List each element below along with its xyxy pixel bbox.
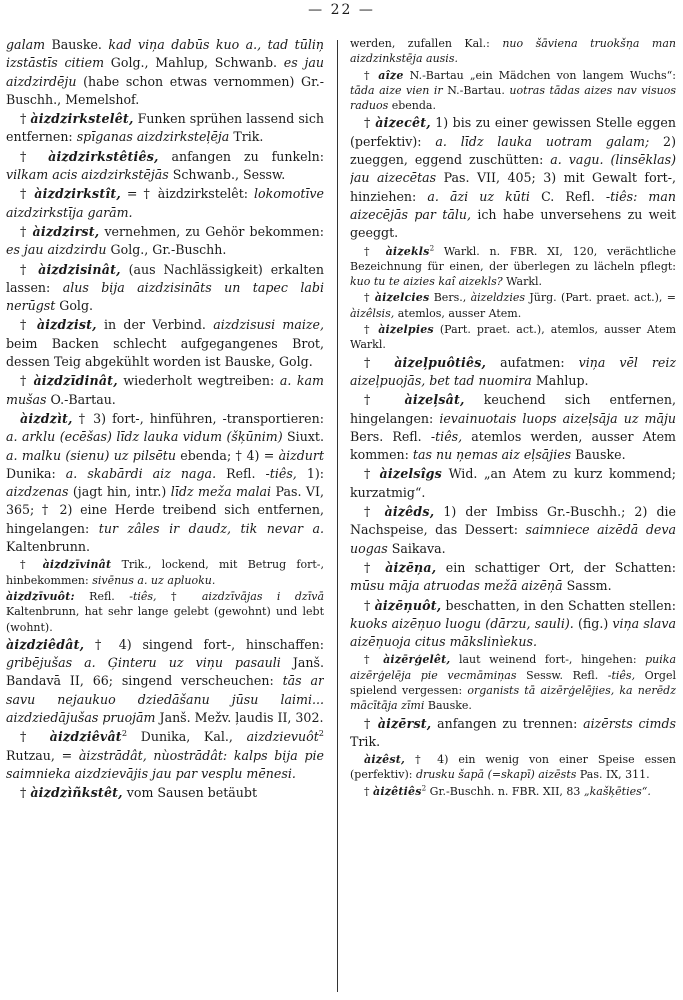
dictionary-entry [6,372,324,409]
headword: àizecêt, [375,115,431,131]
definition-text: Golg., Gr.-Buschh. [106,242,227,258]
headword: àizdziêvât [49,729,122,745]
definition-text: (fig.) [573,615,613,631]
definition-text: anfangen zu funkeln: [158,148,324,164]
example-text: aizērsts cimds [583,715,676,731]
example-text: -tiês: man aizecējās par tālu, [350,188,676,222]
definition-text: Janš. Bandavā II, 66; singend verscheuchen: [6,655,324,689]
definition-text: Warkl. n. FBR. XI, 120, verächtliche Bezeichnung für einen, der überlegen zu lächeln pflegt: [350,244,676,273]
definition-text: Refl. [74,589,130,603]
example-text: a. līdz lauka uotram galam; [435,133,650,149]
superscript: 2 [429,242,435,252]
dictionary-entry [6,185,324,222]
headword: àizēņa, [385,559,437,575]
definition-text: 1) bis zu einer gewissen Stelle eggen (perfektiv): [350,115,676,149]
definition-text: † [364,392,405,408]
definition-text: Pas. IX, 311. [576,768,650,782]
definition-text: † [364,597,375,613]
definition-text: Gr.-Buschh. n. FBR. XII, 83 [426,784,584,798]
definition-text: 1) der Imbiss Gr.-Buschh.; 2) die Nachspeise, das Dessert: [350,504,676,538]
dictionary-entry [6,557,324,588]
example-text: puika aizērģelēja pie vecmāmiņas [350,653,676,682]
definition-text: Sassm. [562,578,612,594]
definition-text: † [364,68,379,82]
definition-text: Bers. Refl. [350,428,431,444]
definition-text: (Part. praet. act.), atemlos, ausser Atem Warkl. [350,323,676,352]
headword: aîze [378,68,404,82]
example-text: a. kam mušas [6,373,324,407]
definition-text: 1): [296,465,324,481]
dictionary-entry [350,36,676,67]
definition-text: Golg. [55,298,94,314]
definition-text: atemlos, ausser Atem. [394,306,522,320]
definition-text: Orgel spielend vergessen: [350,668,676,697]
definition-text: werden, zufallen Kal.: [350,37,503,50]
definition-text: † 4) singend fort-, hinschaffen: [84,636,324,652]
definition-text: ein schattiger Ort, der Schatten: [436,559,676,575]
example-text: kuoks aizēņuo luogu (dārzu, sauli). [350,615,574,631]
headword: àizdzìñkstêt, [30,785,123,801]
definition-text: † [20,223,33,239]
definition-text: † [20,729,50,745]
definition-text: in der Verbind. [96,317,214,333]
right-column [350,36,676,992]
superscript: 2 [121,728,128,739]
definition-text: Trik. [229,129,264,145]
example-text: -tiês, [129,589,157,603]
example-text: drusku šapā (=skapī) aizēsts [416,768,577,782]
example-text: vilkam acis aizdzirkstējās [6,167,169,183]
definition-text: laut weinend fort-, hingehen: [450,653,646,667]
definition-text: aufatmen: [486,354,579,370]
dictionary-entry [350,752,676,783]
definition-text: † [364,559,386,575]
example-text: tas nu ņemas aiz eļsājies [412,447,572,463]
example-text: galam [6,37,46,52]
definition-text: † 3) fort-, hinführen, -transportieren: [72,410,324,426]
definition-text: † [20,785,31,801]
example-text: -tiês, [265,465,297,481]
definition-text: = † àizdzirkstelêt: [120,186,254,202]
dictionary-entry [6,110,324,147]
definition-text: Bers., [429,291,471,305]
example-text: tur zâles ir daudz, tik nevar a. [98,520,324,536]
example-text: es jau aizdzirdēju [6,55,324,89]
definition-text: Kaltenbrunn, hat sehr lange gelebt (gewohnt) und lebt (wohnt). [6,605,324,634]
definition-text: Dunika, Kal., [127,729,247,745]
definition-text: Dunika: [6,465,66,481]
headword: àizdzirkstêtiês, [48,148,159,164]
definition-text: † [364,323,379,337]
definition-text: C. Refl. [529,188,606,204]
definition-text: † [20,558,43,572]
dictionary-entry [350,784,676,799]
dictionary-entry [6,636,324,727]
definition-text: † [364,354,395,370]
headword: àizēņuôt, [374,597,442,613]
headword: àizērst, [377,715,432,731]
definition-text: (aus Nachlässigkeit) erkalten lassen: [6,261,324,295]
definition-text: wiederholt wegtreiben: [117,373,280,389]
definition-text: † [20,373,34,389]
definition-text: ebenda; † 4) = [175,447,279,463]
example-text: tās ar savu nejaukuo dziedāšanu jūsu laimi... aizdziedājušas pruojām [6,673,324,725]
definition-text: keuchend sich entfernen, hingelangen: [350,392,676,426]
headword: àizêtiês [373,784,422,798]
example-text: -tiês, [430,428,463,444]
headword: àizekls [385,244,430,258]
example-text: aizdzievuôt [246,729,319,745]
definition-text: † 4) ein wenig von einer Speise essen (perfektiv): [350,753,676,782]
headword: àizêst, [364,753,406,767]
definition-text: 2) zueggen, eggend zuschütten: [350,133,676,168]
headword: àizêds, [384,504,435,520]
dictionary-entry [350,559,676,596]
headword: àizeļsât, [404,392,465,408]
example-text: saimniece aizēdā deva uogas [350,522,676,556]
headword: àizeļpuôtiês, [394,354,487,370]
example-text: a. skabārdi aiz naga. [65,465,217,481]
definition-text: ebenda. [388,99,436,113]
definition-text: † [20,261,39,277]
definition-text: † [364,715,378,731]
headword: àizdzirkstît, [34,186,121,202]
headword: àizērģelêt, [383,653,451,667]
example-text: a. malku (sienu) uz pilsētu [6,447,176,463]
example-text: àizeldzies [470,291,526,305]
example-text: organists tā aizērģelējies, ka nerēdz mācītāja zīmi [350,683,676,713]
definition-text: Mahlup. [531,372,589,388]
definition-text: O.-Bartau. [46,391,116,407]
definition-text: N.-Bartau. [442,83,510,97]
definition-text: † [364,244,386,258]
dictionary-entry [6,261,324,316]
example-text: līdz meža malai [170,484,272,500]
definition-text: Sessw. Refl. [516,668,608,682]
example-text: lokomotīve aizdzirkstīja garām. [6,186,324,220]
definition-text: Warkl. [502,275,543,289]
superscript: 2 [318,728,324,739]
dictionary-entry [6,728,324,783]
headword: àizelsîgs [379,466,442,482]
example-text: àizstrādât, nùostrādât: kalps bija pie saimnieka aizdzievājis jau par vesplu mēnesi. [6,747,324,781]
definition-text: † [20,148,49,164]
definition-text: beim Backen schlecht aufgegangenes Brot, dessen Teig abgekühlt worden ist Bauske, Golg. [6,335,324,370]
dictionary-entry [6,36,324,109]
dictionary-entry [350,503,676,558]
example-text: a. arklu (ecēšas) līdz lauka vidum (šķūnim) [6,429,283,445]
definition-text: vom Sausen betäubt [122,785,258,801]
dictionary-entry [350,290,676,321]
example-text: uotras tādas aizes nav visuos raduos [350,83,676,113]
dictionary-entry [6,784,324,802]
definition-text: † [364,291,375,305]
definition-text: Bauske. [424,699,472,713]
headword: àizdzisinât, [38,261,121,277]
definition-text: Kaltenbrunn. [6,539,90,555]
definition-text: † [364,504,385,520]
definition-text: † [20,317,37,333]
dictionary-entry [6,316,324,371]
definition-text: Rutzau, = [6,747,79,763]
dictionary-entry [6,589,324,635]
definition-text: † [20,186,35,202]
example-text: gribējušas a. Ģinteru uz viņu pasauli [6,655,281,671]
headword: àizdzirkstelêt, [30,111,134,127]
example-text: a. vagu. (linsēklas) jau aizecētas [350,152,676,186]
definition-text: Refl. [216,465,266,481]
definition-text: † [156,589,202,603]
definition-text: Janš. Mežv. ļaudis II, 302. [155,709,324,725]
example-text: alus bija aizdzisināts un tapec labi nerūgst [6,279,324,314]
example-text: aizdzenas [6,484,69,500]
column-divider [337,40,338,992]
dictionary-entry [350,354,676,391]
headword: àizelcies [374,291,430,305]
example-text: viņa vēl reiz aizeļpuojās, bet tad nuomira [350,354,676,388]
example-text: aizdzisusi maize, [213,317,324,333]
left-column [6,36,324,992]
example-text: sivēnus a. uz apluoku. [92,573,216,587]
definition-text: Trik., lockend, mit Betrug fort-, hinbekommen: [6,558,324,587]
dictionary-entry [350,715,676,752]
dictionary-entry [350,244,676,290]
example-text: viņa slava aizēņuoja citus mākslinìekus. [350,615,676,650]
example-text: kuo tu te aizies kaî aizekls? [350,275,503,289]
dictionary-entry [350,391,676,464]
definition-text: anfangen zu trennen: [431,715,584,731]
dictionary-entry [350,652,676,713]
definition-text: N.-Bartau „ein Mädchen von langem Wuchs“: [403,68,676,82]
dictionary-entry [6,148,324,185]
example-text: -tiês, [607,668,636,682]
headword: àizelpies [378,323,434,337]
dictionary-entry [350,322,676,353]
superscript: 2 [421,783,427,793]
page-number: — 22 — [308,2,375,18]
headword: àizdziêdât, [6,636,85,652]
definition-text: † [364,466,380,482]
example-text: mūsu māja atruodas mežā aizēņā [350,578,563,594]
dictionary-entry [6,410,324,556]
definition-text: † [364,115,376,131]
dictionary-entry [350,114,676,242]
headword: àizdzīvinât [42,558,112,572]
headword: àizdzīdinât, [33,373,118,389]
headword: àizdzirst, [32,223,100,239]
definition-text: † [20,111,31,127]
example-text: spīganas aizdzirksteļēja [76,129,230,145]
definition-text: Pas. VII, 405; 3) mit Gewalt fort-, hinziehen: [350,170,676,204]
example-text: kad viņa dabūs kuo a., tad tūliņ izstāstīs citiem [6,37,324,71]
definition-text: Wid. „an Atem zu kurz kommend; kurzatmig“. [350,466,676,500]
example-text: a. āzi uz kūti [427,188,530,204]
dictionary-entry [350,597,676,652]
definition-text: † [364,784,373,798]
example-text: àizêlsis, [350,306,395,320]
definition-text: ich habe unversehens zu weit geeggt. [350,206,676,241]
definition-text: Saikava. [387,540,446,556]
dictionary-entry [6,223,324,260]
example-text: ievainuotais luops aizeļsāja uz māju [439,410,676,426]
definition-text: atemlos werden, ausser Atem kommen: [350,428,676,463]
definition-text: Trik. [350,733,381,749]
definition-text: (jagt hin, intr.) [68,484,171,500]
dictionary-entry [350,465,676,502]
definition-text: Bauske. [571,447,626,463]
example-text: „kašķēties“. [583,784,651,798]
definition-text: vernehmen, zu Gehör bekommen: [99,223,324,239]
definition-text: Pas. VI, 365; † 2) eine Herde treibend sich entfernen, hingelangen: [6,484,324,536]
definition-text: Schwanb., Sessw. [168,167,286,183]
headword: àizdzist, [36,317,97,333]
definition-text: beschatten, in den Schatten stellen: [441,597,676,613]
headword: àizdzìt, [20,410,73,426]
definition-text: Bauske. [45,37,109,52]
headword: àizdzīvuôt: [6,589,75,603]
example-text: tāda aize vien ir [350,83,443,97]
example-text: nuo šāviena truokšņa man aizdzinkstēja ausis. [350,37,676,66]
definition-text: Golg., Mahlup, Schwanb. [104,55,284,71]
definition-text: † [364,653,384,667]
dictionary-entry [350,68,676,114]
example-text: es jau aizdzirdu [6,242,107,258]
definition-text: Jürg. (Part. praet. act.), = [525,291,676,305]
example-text: àizdurt [278,447,324,463]
definition-text: (habe schon etwas vernommen) Gr.-Buschh., Memelshof. [6,73,324,107]
definition-text: Funken sprühen lassend sich entfernen: [6,111,324,145]
definition-text: Siuxt. [282,429,324,445]
example-text: aizdzīvājas i dzīvā [201,589,324,603]
